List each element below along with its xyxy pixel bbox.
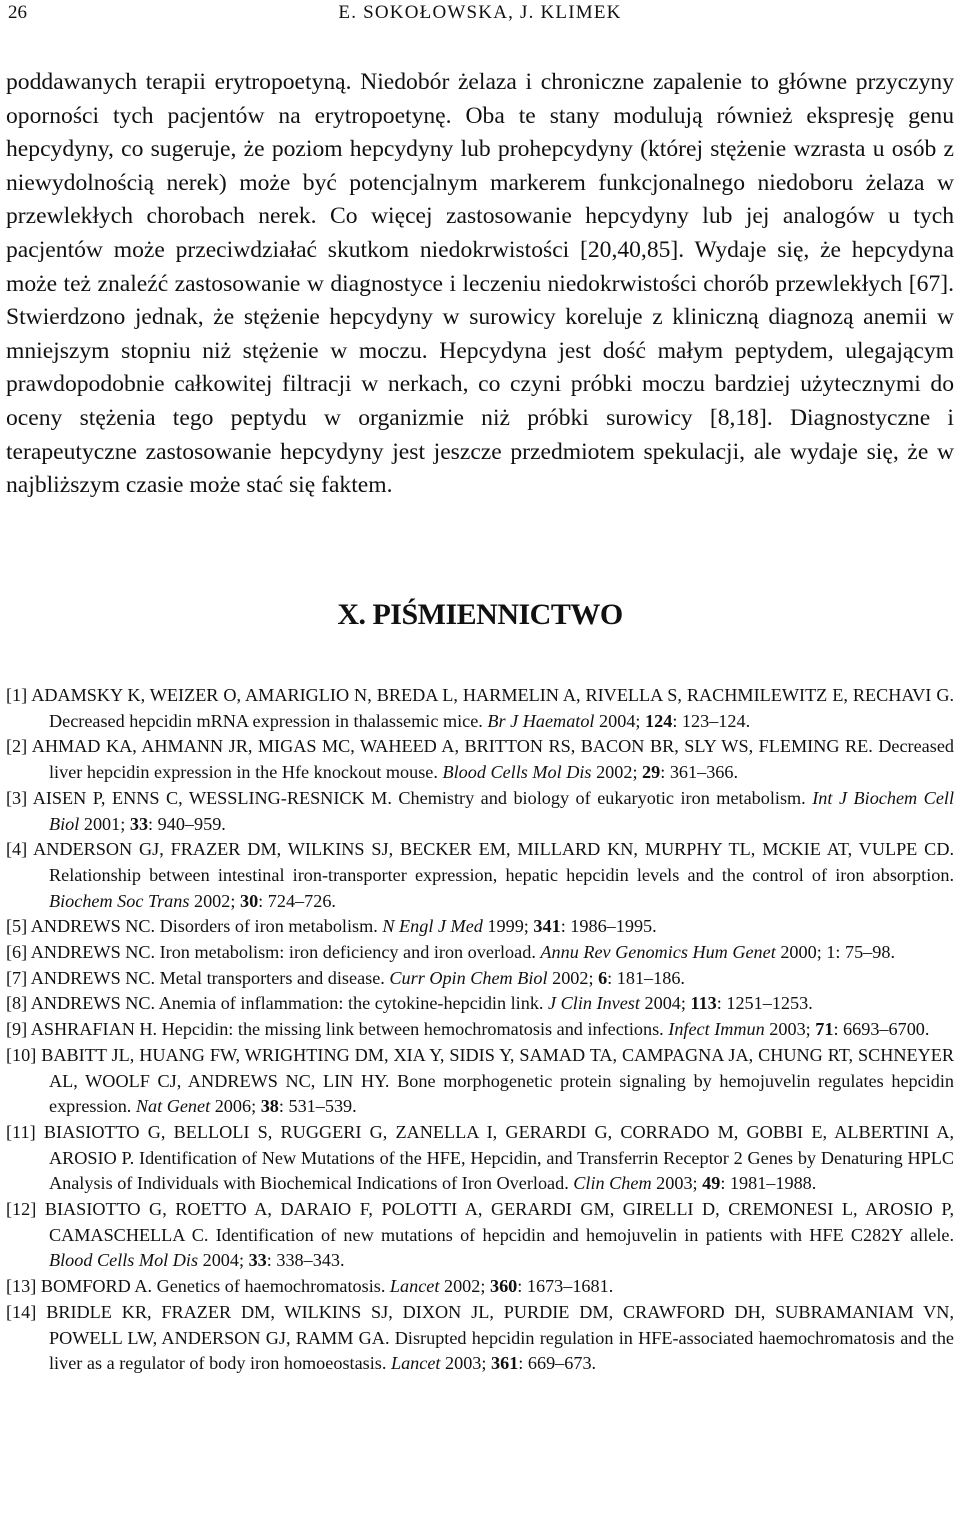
ref-year: 2004; <box>644 993 686 1014</box>
ref-year: 2002; <box>193 890 236 911</box>
ref-year: 1999; <box>487 916 529 937</box>
ref-year: 2004; <box>599 710 641 731</box>
ref-year: 2001; <box>83 813 126 834</box>
ref-number: [8] <box>6 993 28 1014</box>
ref-journal: J Clin Invest <box>548 993 640 1014</box>
body-paragraph: poddawanych terapii erytropoetyną. Niedobór żelaza i chroniczne zapalenie to główne przyczyny oporności tych pacjentów na erytropoetynę. Oba te stany modulują również ekspresję genu hepcydyny, co sugeruje, że poziom hepcydyny lub prohepcydyny (której stężenie wzrasta u osób z niewydolnością nerek) może być potencjalnym markerem funkcjonalnego niedoboru żelaza w przewlekłych chorobach nerek. Co więcej zastosowanie hepcydyny lub jej analogów u tych pacjentów może przeciwdziałać skutkom niedokrwistości [20,40,85]. Wydaje się, że hepcydyna może też znaleźć zastosowanie w diagnostyce i leczeniu niedokrwistości chorób przewlekłych [67]. Stwierdzono jednak, że stężenie hepcydyny w surowicy koreluje z kliniczną diagnozą anemii w mniejszym stopniu niż stężenie w moczu. Hepcydyna jest dość małym peptydem, ulegającym prawdopodobnie całkowitej filtracji w nerkach, co czyni próbki moczu bardziej użytecznymi do oceny stężenia tego peptydu w organizmie niż próbki surowicy [8,18]. Diagnostyczne i terapeutyczne zastosowanie hepcydyny jest jeszcze przedmiotem spekulacji, ale wydaje się, że w najbliższym czasie może stać się faktem. <box>6 69 954 499</box>
ref-number: [1] <box>6 685 28 705</box>
reference-item <box>6 1300 954 1377</box>
reference-list <box>6 683 954 1377</box>
ref-number: [9] <box>6 1019 28 1040</box>
ref-journal: Biochem Soc Trans <box>49 890 190 911</box>
ref-number: [11] <box>6 1121 36 1142</box>
ref-volume: 29 <box>642 762 661 783</box>
reference-item <box>6 940 954 966</box>
ref-year: 2002; <box>596 762 638 783</box>
ref-pages: : 181–186. <box>607 967 685 988</box>
ref-text: BIASIOTTO G, ROETTO A, DARAIO F, POLOTTI A, GERARDI GM, GIRELLI D, CREMONESI L, AROSIO P, CAMASCHELLA C. Identification of new mutations of hepcidin and hemojuvelin in patients with HFE C282Y allele. <box>44 1199 954 1245</box>
ref-number: [7] <box>6 967 28 988</box>
reference-item <box>6 1120 954 1197</box>
ref-volume: 30 <box>239 890 259 911</box>
reference-item <box>6 734 954 785</box>
ref-year: 2003; <box>769 1019 811 1040</box>
ref-text: BABITT JL, HUANG FW, WRIGHTING DM, XIA Y, SIDIS Y, SAMAD TA, CAMPAGNA JA, CHUNG RT, SCHNEYER AL, WOOLF CJ, ANDREWS NC, LIN HY. Bone morphogenetic protein signaling by hemojuvelin regulates hepcidin expression. <box>41 1044 954 1117</box>
body-text <box>6 66 954 503</box>
ref-journal: Blood Cells Mol Dis <box>442 762 592 783</box>
ref-number: [6] <box>6 942 28 963</box>
ref-number: [14] <box>6 1301 37 1322</box>
reference-item <box>6 991 954 1017</box>
ref-number: [10] <box>6 1044 37 1065</box>
ref-journal: Infect Immun <box>668 1019 765 1040</box>
ref-number: [2] <box>6 736 28 757</box>
ref-journal: Lancet <box>389 1276 440 1297</box>
ref-number: [5] <box>6 916 28 937</box>
ref-pages: : 338–343. <box>266 1250 345 1271</box>
reference-item <box>6 1274 954 1300</box>
ref-journal: Clin Chem <box>573 1173 652 1194</box>
ref-year: 2003; <box>656 1173 698 1194</box>
ref-journal: Annu Rev Genomics Hum Genet <box>540 942 776 963</box>
ref-year: 2002; <box>552 967 594 988</box>
ref-text: BIASIOTTO G, BELLOLI S, RUGGERI G, ZANELLA I, GERARDI G, CORRADO M, GOBBI E, ALBERTINI A, AROSIO P. Identification of New Mutations of the HFE, Hepcidin, and Transferrin Receptor 2 Genes by Denaturing HPLC Analysis of Individuals with Biochemical Indications of Iron Overload. <box>43 1121 955 1194</box>
ref-volume: 360 <box>489 1276 518 1297</box>
ref-year: 2000; 1: 75–98. <box>780 942 896 963</box>
running-head-authors: E. SOKOŁOWSKA, J. KLIMEK <box>338 2 622 23</box>
ref-pages: : 123–124. <box>672 710 751 731</box>
ref-pages: : 531–539. <box>278 1096 357 1117</box>
ref-volume: 49 <box>702 1173 721 1194</box>
ref-pages: : 724–726. <box>258 890 336 911</box>
ref-volume: 38 <box>260 1096 279 1117</box>
ref-volume: 361 <box>491 1353 519 1374</box>
page-header <box>0 0 960 30</box>
ref-pages: : 6693–6700. <box>833 1019 930 1040</box>
ref-volume: 71 <box>815 1019 834 1040</box>
page-number: 26 <box>8 2 27 23</box>
ref-text: ANDREWS NC. Iron metabolism: iron deficiency and iron overload. <box>30 942 536 963</box>
reference-item <box>6 1197 954 1274</box>
reference-item <box>6 1017 954 1043</box>
ref-journal: Blood Cells Mol Dis <box>49 1250 199 1271</box>
ref-journal: N Engl J Med <box>382 916 483 937</box>
reference-item <box>6 683 954 734</box>
ref-text: ASHRAFIAN H. Hepcidin: the missing link between hemochromatosis and infections. <box>30 1019 664 1040</box>
ref-text: AISEN P, ENNS C, WESSLING-RESNICK M. Chemistry and biology of eukaryotic iron metabolism. <box>32 787 806 808</box>
ref-text: ANDERSON GJ, FRAZER DM, WILKINS SJ, BECKER EM, MILLARD KN, MURPHY TL, MCKIE AT, VULPE CD. Relationship between intestinal iron-transporter expression, hepatic hepcidin levels and the control of iron absorption. <box>33 839 954 885</box>
ref-pages: : 1986–1995. <box>560 916 657 937</box>
reference-item <box>6 1043 954 1120</box>
ref-pages: : 669–673. <box>518 1353 597 1374</box>
ref-text: ANDREWS NC. Anemia of inflammation: the cytokine-hepcidin link. <box>30 993 544 1014</box>
ref-text: ANDREWS NC. Metal transporters and disease. <box>30 967 385 988</box>
ref-pages: : 361–366. <box>660 762 739 783</box>
ref-volume: 33 <box>248 1250 267 1271</box>
ref-volume: 6 <box>598 967 608 988</box>
ref-pages: : 1981–1988. <box>720 1173 817 1194</box>
ref-year: 2004; <box>202 1250 245 1271</box>
ref-journal: Nat Genet <box>135 1096 211 1117</box>
ref-volume: 124 <box>645 710 673 731</box>
reference-item <box>6 837 954 914</box>
ref-pages: : 940–959. <box>148 813 226 834</box>
reference-item <box>6 914 954 940</box>
ref-year: 2006; <box>214 1096 257 1117</box>
ref-pages: : 1251–1253. <box>716 993 813 1014</box>
ref-year: 2003; <box>445 1353 487 1374</box>
ref-volume: 33 <box>129 813 149 834</box>
ref-text: ANDREWS NC. Disorders of iron metabolism. <box>30 916 378 937</box>
reference-item <box>6 966 954 992</box>
ref-journal: Lancet <box>390 1353 441 1374</box>
ref-journal: Int J Biochem Cell Biol <box>49 787 954 834</box>
ref-number: [13] <box>6 1276 37 1297</box>
ref-text: BOMFORD A. Genetics of haemochromatosis. <box>40 1276 386 1297</box>
ref-number: [12] <box>6 1199 37 1220</box>
ref-text: ADAMSKY K, WEIZER O, AMARIGLIO N, BREDA L, HARMELIN A, RIVELLA S, RACHMILEWITZ E, RECHAVI G. Decreased hepcidin mRNA expression in thalassemic mice. <box>31 685 954 731</box>
ref-number: [4] <box>6 839 28 860</box>
section-heading: X. PIŚMIENNICTWO <box>337 598 623 631</box>
ref-volume: 341 <box>533 916 561 937</box>
ref-journal: Curr Opin Chem Biol <box>389 967 548 988</box>
ref-volume: 113 <box>690 993 717 1014</box>
ref-text: AHMAD KA, AHMANN JR, MIGAS MC, WAHEED A, BRITTON RS, BACON BR, SLY WS, FLEMING RE. Decreased liver hepcidin expression in the Hfe knockout mouse. <box>31 736 955 783</box>
reference-item <box>6 786 954 837</box>
ref-year: 2002; <box>443 1276 486 1297</box>
ref-text: BRIDLE KR, FRAZER DM, WILKINS SJ, DIXON JL, PURDIE DM, CRAWFORD DH, SUBRAMANIAM VN, POWELL LW, ANDERSON GJ, RAMM GA. Disrupted hepcidin regulation in HFE-associated haemochromatosis and the liver as a regulator of body iron homoeostasis. <box>46 1301 954 1374</box>
ref-pages: : 1673–1681. <box>517 1276 614 1297</box>
ref-number: [3] <box>6 787 28 808</box>
ref-journal: Br J Haematol <box>487 710 595 731</box>
